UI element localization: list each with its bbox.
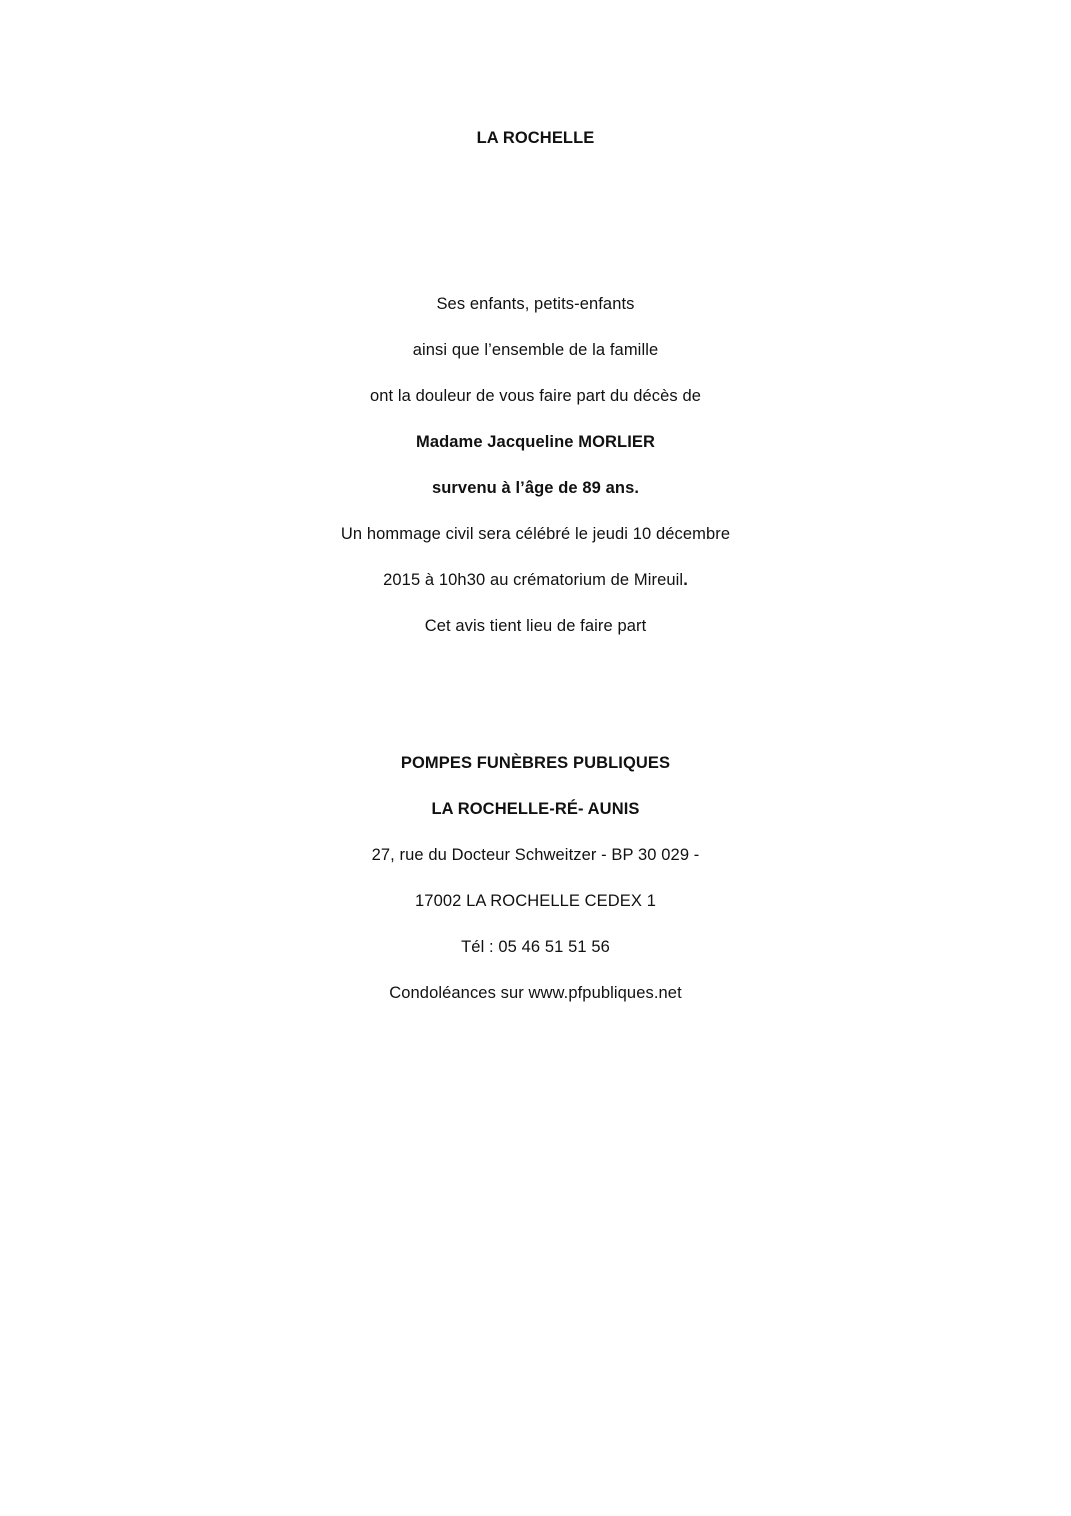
ceremony-line-1: Un hommage civil sera célébré le jeudi 10 décembre <box>340 525 731 543</box>
funeral-home-address: 27, rue du Docteur Schweitzer - BP 30 029 - <box>371 846 700 864</box>
deceased-name: Madame Jacqueline MORLIER <box>415 433 656 451</box>
notice-line-family-extended: ainsi que l’ensemble de la famille <box>412 341 659 359</box>
funeral-home-phone: Tél : 05 46 51 51 56 <box>461 938 610 956</box>
ceremony-line-2 <box>0 570 1071 590</box>
notice-line-family: Ses enfants, petits-enfants <box>436 295 635 313</box>
funeral-home-postal: 17002 LA ROCHELLE CEDEX 1 <box>415 892 656 910</box>
notice-closing: Cet avis tient lieu de faire part <box>424 617 647 635</box>
ceremony-line-2-text: 2015 à 10h30 au crématorium de Mireuil <box>383 571 684 589</box>
notice-line-announcement: ont la douleur de vous faire part du décès de <box>369 387 702 405</box>
funeral-home-condolences: Condoléances sur www.pfpubliques.net <box>389 984 682 1002</box>
ceremony-line-2-period: . <box>683 571 688 589</box>
funeral-home-name: POMPES FUNÈBRES PUBLIQUES <box>400 754 671 772</box>
funeral-home-area: LA ROCHELLE-RÉ- AUNIS <box>431 800 640 818</box>
deceased-age: survenu à l’âge de 89 ans. <box>431 479 640 497</box>
header-city: LA ROCHELLE <box>476 129 595 147</box>
